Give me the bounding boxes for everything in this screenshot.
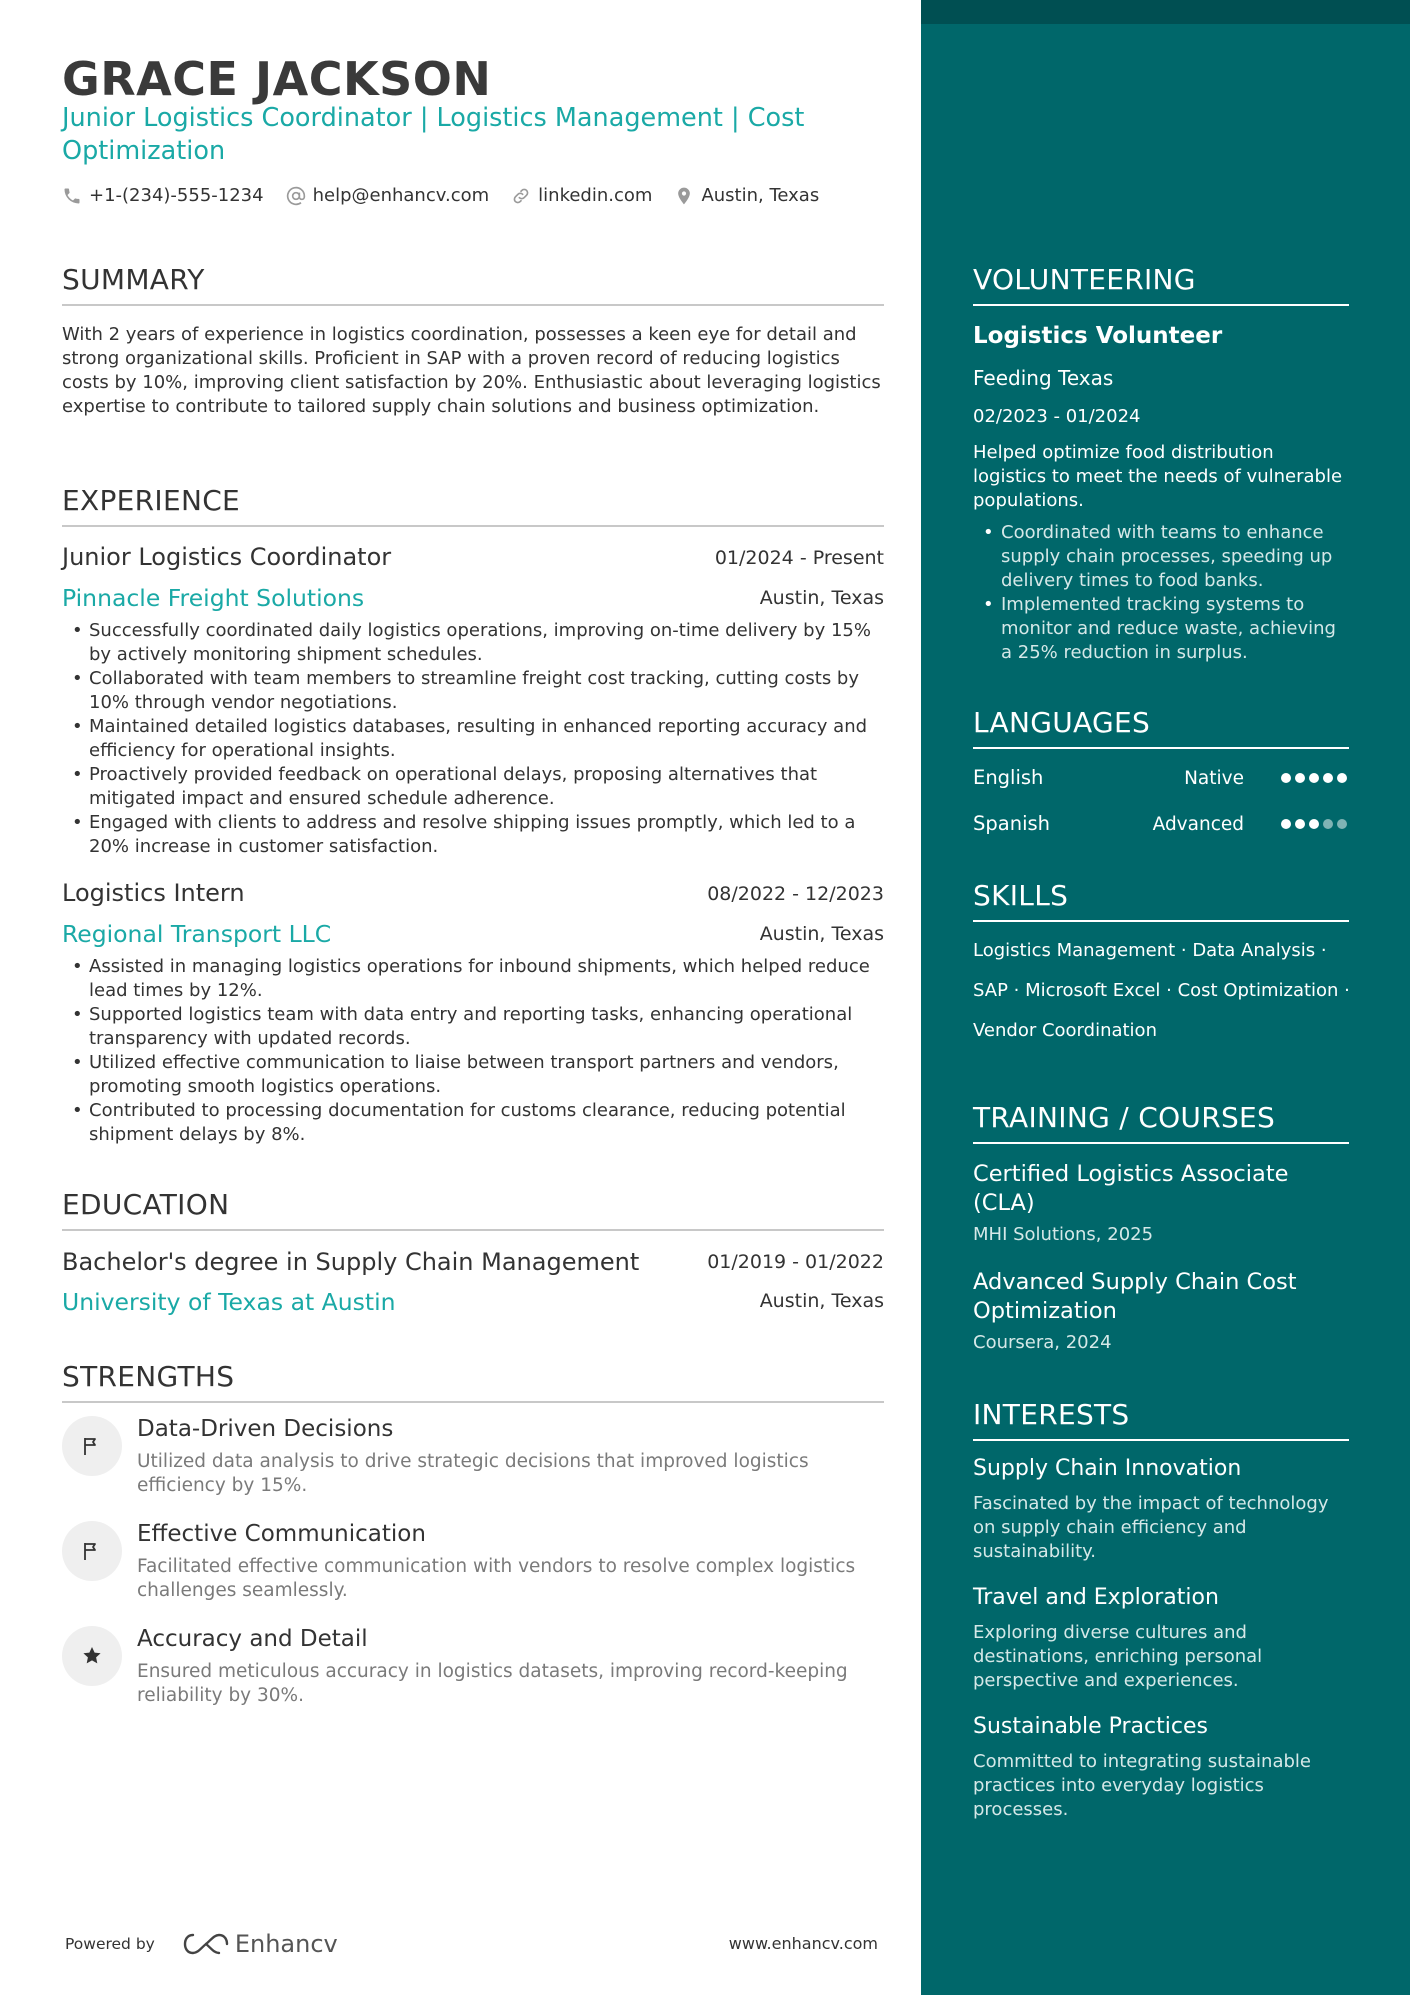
- rating-dot: [1281, 773, 1291, 783]
- rating-dot: [1309, 773, 1319, 783]
- language-name: Spanish: [973, 812, 1051, 835]
- sidebar-top-band: [921, 0, 1410, 24]
- summary-heading: SUMMARY: [62, 263, 884, 306]
- phone-icon: [62, 186, 82, 206]
- skills-line: Vendor Coordination: [973, 1020, 1157, 1041]
- candidate-name: GRACE JACKSON: [62, 52, 492, 106]
- job-bullets: [62, 955, 884, 1147]
- training-heading: TRAINING / COURSES: [973, 1101, 1349, 1144]
- logo-text: Enhancv: [234, 1930, 338, 1958]
- contact-location: [674, 185, 819, 206]
- bullet-item: • Supported logistics team with data entry and reporting tasks, enhancing operational transparency with updated records.: [62, 1003, 884, 1051]
- language-level: Advanced: [1152, 814, 1244, 835]
- contact-linkedin[interactable]: [511, 185, 652, 206]
- course-provider: MHI Solutions, 2025: [973, 1224, 1154, 1245]
- job-bullets: [62, 619, 884, 859]
- flag-icon: [62, 1521, 122, 1581]
- job-location: Austin, Texas: [759, 587, 884, 609]
- languages-heading: LANGUAGES: [973, 706, 1349, 749]
- strength-description: Ensured meticulous accuracy in logistics datasets, improving record-keeping reliability by 30%.: [137, 1661, 848, 1706]
- strength-title: Data-Driven Decisions: [137, 1416, 394, 1442]
- candidate-headline: Junior Logistics Coordinator | Logistics Management | Cost Optimization: [62, 103, 805, 166]
- rating-dot: [1309, 819, 1319, 829]
- location-pin-icon: [674, 186, 694, 206]
- job-location: Austin, Texas: [759, 923, 884, 945]
- course-title: Advanced Supply Chain Cost Optimization: [973, 1269, 1297, 1324]
- strength-description: Facilitated effective communication with vendors to resolve complex logistics challenges seamlessly.: [137, 1556, 856, 1601]
- flag-icon: [62, 1416, 122, 1476]
- volunteer-bullets: [973, 521, 1349, 665]
- interest-title: Travel and Exploration: [973, 1585, 1219, 1610]
- language-rating: [1277, 819, 1347, 829]
- volunteer-role: Logistics Volunteer: [973, 323, 1223, 349]
- at-icon: [286, 186, 306, 206]
- rating-dot: [1281, 819, 1291, 829]
- degree-title: Bachelor's degree in Supply Chain Management: [62, 1248, 640, 1276]
- rating-dot: [1337, 773, 1347, 783]
- language-row: [973, 766, 1349, 794]
- bullet-item: • Collaborated with team members to streamline freight cost tracking, cutting costs by 10% through vendor negotiations.: [62, 667, 884, 715]
- interest-description: Exploring diverse cultures and destinations, enriching personal perspective and experiences.: [973, 1622, 1263, 1691]
- strengths-heading: STRENGTHS: [62, 1360, 884, 1403]
- skills-line: SAP · Microsoft Excel · Cost Optimization ·: [973, 980, 1350, 1001]
- bullet-item: • Successfully coordinated daily logistics operations, improving on-time delivery by 15% by actively monitoring shipment schedules.: [62, 619, 884, 667]
- job-dates: 08/2022 - 12/2023: [707, 883, 884, 905]
- school-location: Austin, Texas: [759, 1290, 884, 1312]
- language-row: [973, 812, 1349, 840]
- volunteer-organization: Feeding Texas: [973, 366, 1114, 390]
- bullet-item: • Assisted in managing logistics operations for inbound shipments, which helped reduce lead times by 12%.: [62, 955, 884, 1003]
- rating-dot: [1323, 819, 1333, 829]
- skills-heading: SKILLS: [973, 879, 1349, 922]
- footer-website[interactable]: www.enhancv.com: [728, 1934, 878, 1953]
- education-heading: EDUCATION: [62, 1188, 884, 1231]
- experience-heading: EXPERIENCE: [62, 484, 884, 527]
- job-title: Logistics Intern: [62, 879, 245, 907]
- contact-email[interactable]: [286, 185, 490, 206]
- bullet-item: • Contributed to processing documentation for customs clearance, reducing potential shipment delays by 8%.: [62, 1099, 884, 1147]
- job-title: Junior Logistics Coordinator: [62, 543, 392, 571]
- location-text: Austin, Texas: [701, 185, 820, 206]
- rating-dot: [1295, 819, 1305, 829]
- language-level: Native: [1184, 768, 1244, 789]
- footer-branding: [65, 1930, 338, 1958]
- interest-title: Supply Chain Innovation: [973, 1456, 1242, 1481]
- enhancv-logo-icon: [183, 1931, 229, 1957]
- volunteering-heading: VOLUNTEERING: [973, 263, 1349, 306]
- job-company: Pinnacle Freight Solutions: [62, 584, 365, 612]
- skills-line: Logistics Management · Data Analysis ·: [973, 940, 1327, 961]
- bullet-item: • Coordinated with teams to enhance supply chain processes, speeding up delivery times to food banks.: [973, 521, 1349, 593]
- language-name: English: [973, 766, 1044, 789]
- job-dates: 01/2024 - Present: [714, 547, 884, 569]
- contact-phone[interactable]: [62, 185, 264, 206]
- strength-description: Utilized data analysis to drive strategic decisions that improved logistics efficiency by 15%.: [137, 1451, 809, 1496]
- school-name: University of Texas at Austin: [62, 1288, 396, 1316]
- education-dates: 01/2019 - 01/2022: [707, 1251, 884, 1273]
- bullet-item: • Proactively provided feedback on operational delays, proposing alternatives that mitigated impact and ensured schedule adherence.: [62, 763, 884, 811]
- interests-heading: INTERESTS: [973, 1398, 1349, 1441]
- linkedin-text: linkedin.com: [538, 185, 653, 206]
- bullet-item: • Maintained detailed logistics databases, resulting in enhanced reporting accuracy and efficiency for operational insights.: [62, 715, 884, 763]
- powered-by-text: Powered by: [65, 1935, 155, 1953]
- volunteer-dates: 02/2023 - 01/2024: [973, 406, 1141, 427]
- volunteer-description: Helped optimize food distribution logistics to meet the needs of vulnerable populations.: [973, 442, 1343, 511]
- enhancv-logo[interactable]: [183, 1930, 338, 1958]
- link-icon: [511, 186, 531, 206]
- bullet-item: • Utilized effective communication to liaise between transport partners and vendors, promoting smooth logistics operations.: [62, 1051, 884, 1099]
- email-text: help@enhancv.com: [312, 185, 490, 206]
- course-provider: Coursera, 2024: [973, 1332, 1112, 1353]
- rating-dot: [1295, 773, 1305, 783]
- bullet-item: • Implemented tracking systems to monitor and reduce waste, achieving a 25% reduction in surplus.: [973, 593, 1349, 665]
- rating-dot: [1337, 819, 1347, 829]
- rating-dot: [1323, 773, 1333, 783]
- course-title: Certified Logistics Associate (CLA): [973, 1161, 1289, 1216]
- star-icon: [62, 1626, 122, 1686]
- summary-text: With 2 years of experience in logistics coordination, possesses a keen eye for detail and strong organizational skills. Proficient in SAP with a proven record of reducing logistics costs by 10%, improving client satisfaction by 20%. Enthusiastic about leveraging logistics expertise to contribute to tailored supply chain solutions and business optimization.: [62, 324, 881, 417]
- interest-description: Committed to integrating sustainable practices into everyday logistics processes.: [973, 1751, 1311, 1820]
- phone-text: +1-(234)-555-1234: [89, 185, 264, 206]
- strength-title: Accuracy and Detail: [137, 1626, 368, 1652]
- interest-description: Fascinated by the impact of technology on supply chain efficiency and sustainability.: [973, 1493, 1329, 1562]
- language-rating: [1277, 773, 1347, 783]
- job-company: Regional Transport LLC: [62, 920, 332, 948]
- contact-bar: [62, 185, 841, 206]
- bullet-item: • Engaged with clients to address and resolve shipping issues promptly, which led to a 20% increase in customer satisfaction.: [62, 811, 884, 859]
- strength-title: Effective Communication: [137, 1521, 426, 1547]
- interest-title: Sustainable Practices: [973, 1714, 1208, 1739]
